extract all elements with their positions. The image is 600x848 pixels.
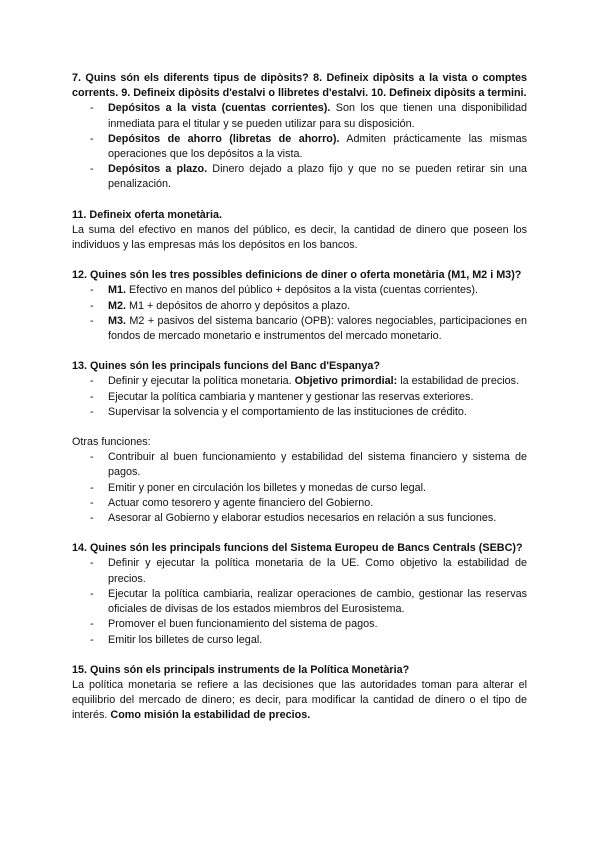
- document-page: [72, 71, 527, 739]
- list-item: - Definir y ejecutar la política monetaria. Objetivo primordial: la estabilidad de precios.: [90, 375, 520, 388]
- list-item: - Contribuir al buen funcionamiento y estabilidad del sistema financiero y sistema de pagos.: [90, 451, 527, 479]
- bullet-list: [72, 283, 527, 344]
- bullet-list: [72, 374, 527, 420]
- bullet-list: [72, 101, 527, 192]
- list-item: - Definir y ejecutar la política monetaria de la UE. Como objetivo la estabilidad de precios.: [90, 557, 527, 585]
- bullet-list: [72, 450, 527, 526]
- list-item: - Depósitos a la vista (cuentas corrientes). Son los que tienen una disponibilidad inmediata para el titular y se pueden utilizar para su disposición.: [90, 102, 527, 130]
- list-item: - Depósitos a plazo. Dinero dejado a plazo fijo y que no se pueden retirar sin una penalización.: [90, 163, 527, 191]
- list-item: - M3. M2 + pasivos del sistema bancario (OPB): valores negociables, participaciones en fondos de mercado monetario e instrumentos del mercado monetario.: [90, 314, 527, 343]
- list-item: - Asesorar al Gobierno y elaborar estudios necesarios en relación a sus funciones.: [90, 512, 497, 525]
- list-item: - Ejecutar la política cambiaria, realizar operaciones de cambio, gestionar las reservas oficiales de divisas de los estados miembros del Eurosistema.: [90, 587, 527, 616]
- section-monetary-policy: [72, 663, 527, 724]
- list-item: - Supervisar la solvencia y el comportamiento de las instituciones de crédito.: [90, 405, 467, 418]
- question-heading: 7. Quins són els diferents tipus de dipòsits? 8. Defineix dipòsits a la vista o comptes corrents. 9. Defineix dipòsits d'estalvi o llibretes d'estalvi. 10. Defineix dipòsits a termini.: [72, 72, 527, 100]
- answer-paragraph: La suma del efectivo en manos del público, es decir, la cantidad de dinero que poseen los individuos y las empresas más los depósitos en los bancos.: [72, 223, 527, 252]
- section-sebc: [72, 541, 527, 647]
- list-item: - M1. Efectivo en manos del público + depósitos a la vista (cuentas corrientes).: [90, 284, 478, 297]
- list-item: - Actuar como tesorero y agente financiero del Gobierno.: [90, 496, 374, 509]
- bullet-list: [72, 556, 527, 647]
- question-heading: 15. Quins són els principals instruments de la Política Monetària?: [72, 663, 410, 676]
- section-money-definitions: [72, 268, 527, 344]
- list-item: - Emitir y poner en circulación los billetes y monedas de curso legal.: [90, 481, 427, 494]
- question-heading: 12. Quines són les tres possibles definicions de diner o oferta monetària (M1, M2 i M3)?: [72, 269, 522, 282]
- section-banco-espana: [72, 359, 527, 526]
- list-item: - Depósitos de ahorro (libretas de ahorro). Admiten prácticamente las mismas operaciones que los depósitos a la vista.: [90, 132, 527, 161]
- list-item: - Ejecutar la política cambiaria y mantener y gestionar las reservas exteriores.: [90, 390, 474, 403]
- section-money-supply: [72, 208, 527, 254]
- question-heading: 14. Quines són les principals funcions del Sistema Europeu de Bancs Centrals (SEBC)?: [72, 542, 523, 555]
- list-item: - M2. M1 + depósitos de ahorro y depósitos a plazo.: [90, 299, 351, 312]
- question-heading: 13. Quines són les principals funcions del Banc d'Espanya?: [72, 360, 380, 373]
- answer-paragraph: La política monetaria se refiere a las decisiones que las autoridades toman para alterar el equilibrio del mercado de dinero; es decir, para modificar la cantidad de dinero o el tipo de interés. Como misión la estabilidad de precios.: [72, 678, 527, 722]
- sublabel: Otras funciones:: [72, 436, 151, 449]
- question-heading: 11. Defineix oferta monetària.: [72, 208, 223, 221]
- section-deposits: [72, 71, 527, 193]
- list-item: - Promover el buen funcionamiento del sistema de pagos.: [90, 618, 378, 631]
- list-item: - Emitir los billetes de curso legal.: [90, 633, 263, 646]
